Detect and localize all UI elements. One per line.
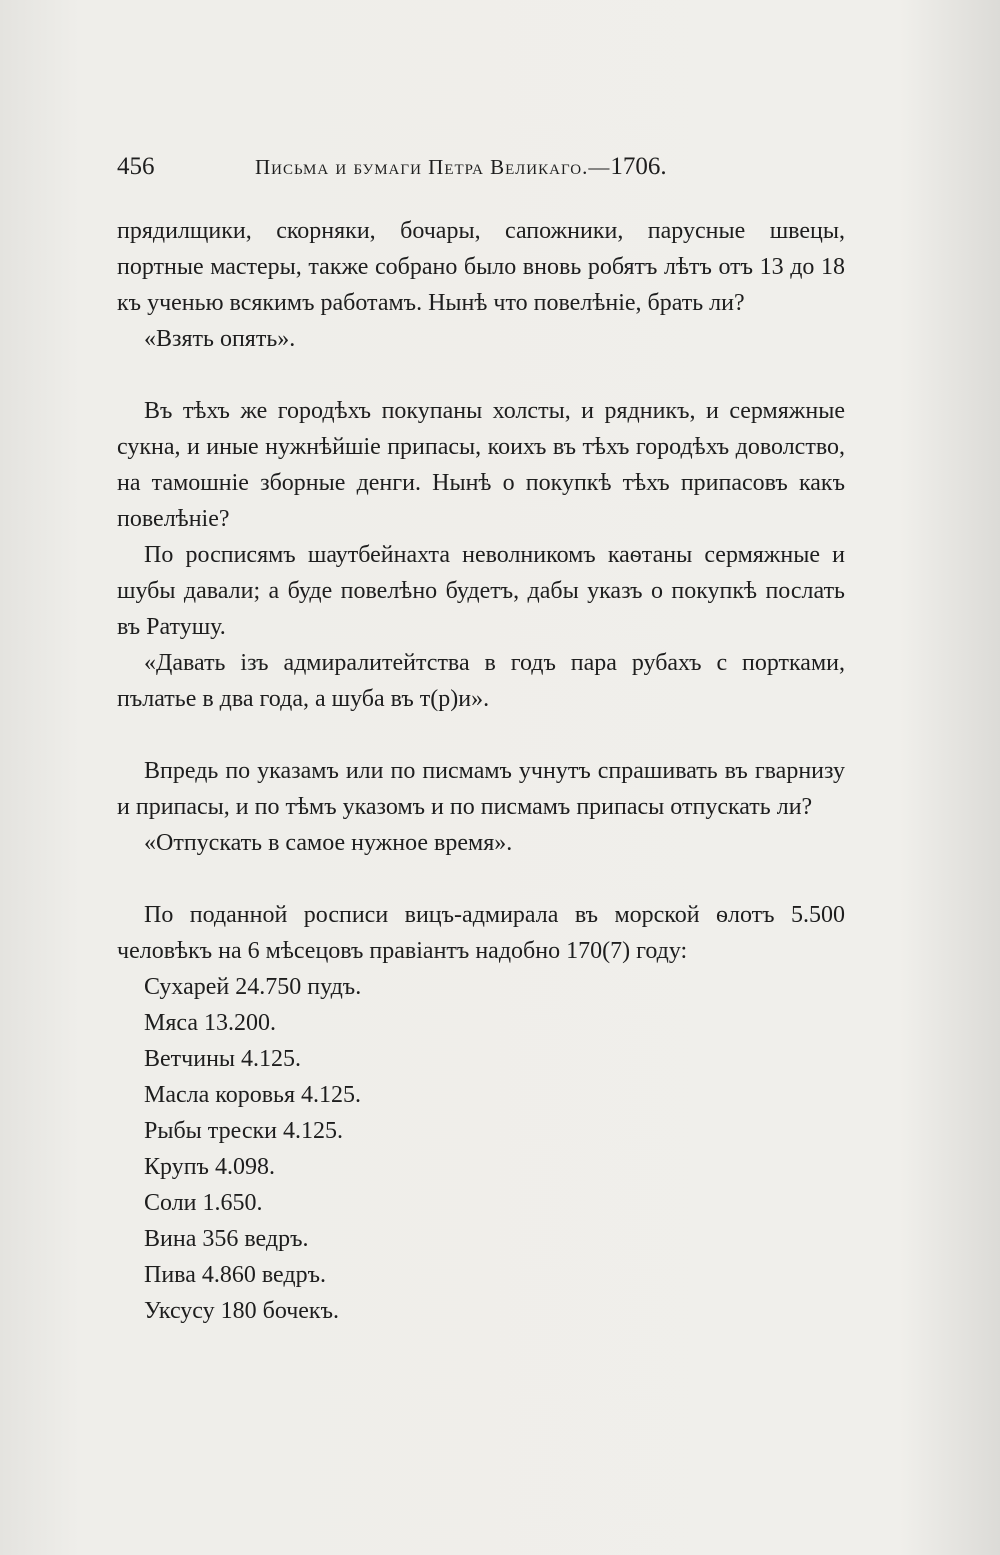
provision-item: Сухарей 24.750 пудъ. [144,974,362,1000]
paragraph-captives-clothing: По росписямъ шаутбейнахта неволникомъ каѳтаны сермяжные и шубы давали; а буде повелѣно будетъ, дабы указъ о покупкѣ послать въ Ратушу. [117,542,845,640]
provision-item: Рыбы трески 4.125. [144,1118,343,1144]
section-gap [117,861,845,897]
provision-item: Мяса 13.200. [144,1010,276,1036]
section-gap [117,717,845,753]
running-header [117,153,845,187]
running-title [255,153,667,181]
section-gap [117,357,845,393]
provision-item: Ветчины 4.125. [144,1046,302,1072]
provision-item: Масла коровья 4.125. [144,1082,362,1108]
paragraph-fleet-provisions: По поданной росписи вицъ-адмирала въ морской ѳлотъ 5.500 человѣкъ на 6 мѣсецовъ правіантъ надобно 170(7) году: [117,902,845,964]
provision-item: Пива 4.860 ведръ. [144,1262,326,1288]
provision-item: Вина 356 ведръ. [144,1226,309,1252]
paragraph-continuation: прядилщики, скорняки, бочары, сапожники, парусные швецы, портные мастеры, также собрано было вновь робятъ лѣтъ отъ 13 до 18 къ ученью всякимъ работамъ. Нынѣ что повелѣніе, брать ли? [117,218,845,316]
paragraph-canvas-purchase: Въ тѣхъ же городѣхъ покупаны холсты, и рядникъ, и сермяжные сукна, и иные нужнѣйшіе припасы, коихъ въ тѣхъ городѣхъ доволство, на тамошніе зборные денги. Нынѣ о покупкѣ тѣхъ припасовъ какъ повелѣніе? [117,398,845,532]
page-number: 456 [117,153,155,180]
provisions-list [117,969,845,1329]
provision-item: Уксусу 180 бочекъ. [144,1298,339,1324]
running-title-year: 1706. [610,153,667,180]
provision-item: Соли 1.650. [144,1190,263,1216]
body-text [117,213,845,1329]
resolution-admiralty-clothing: «Давать iзъ адмиралитейтства в годъ пара рубахъ с портками, пълатье в два года, а шуба въ т(р)и». [117,650,845,712]
resolution-release-supplies: «Отпускать в самое нужное время». [144,830,513,856]
paragraph-garrison-supplies: Впредь по указамъ или по писмамъ учнутъ спрашивать въ гварнизу и припасы, и по тѣмъ указомъ и по писмамъ припасы отпускать ли? [117,758,845,820]
provision-item: Крупъ 4.098. [144,1154,275,1180]
running-title-text: Письма и бумаги Петра Великаго.— [255,155,611,179]
resolution-take-again: «Взять опять». [144,326,296,352]
